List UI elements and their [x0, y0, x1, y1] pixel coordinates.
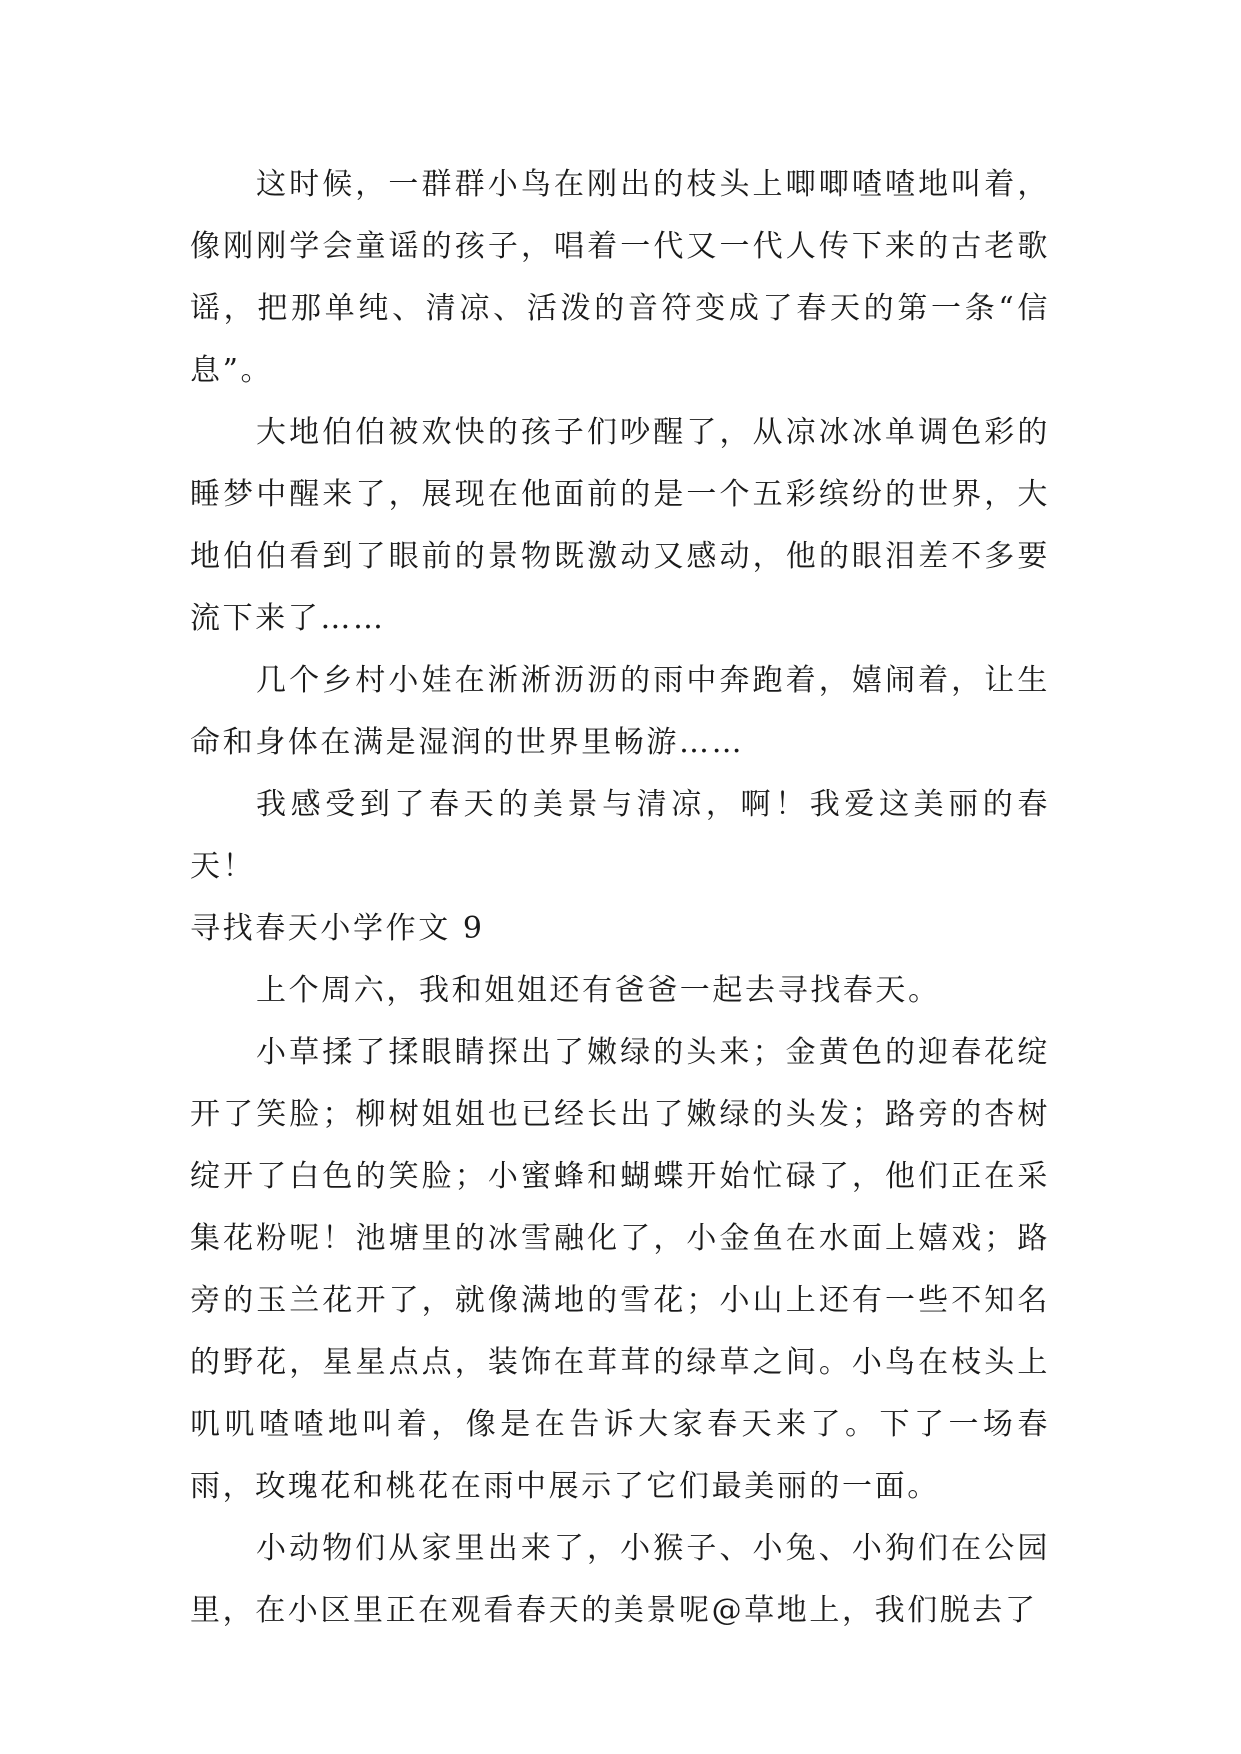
paragraph-earth-uncle: 大地伯伯被欢快的孩子们吵醒了，从凉冰冰单调色彩的睡梦中醒来了，展现在他面前的是一个五彩缤纷的世界，大地伯伯看到了眼前的景物既激动又感动，他的眼泪差不多要流下来了…… — [190, 415, 1050, 636]
essay-heading: 寻找春天小学作文 9 — [190, 911, 485, 946]
paragraph-village-kids: 几个乡村小娃在淅淅沥沥的雨中奔跑着，嬉闹着，让生命和身体在满是湿润的世界里畅游…… — [190, 663, 1050, 760]
paragraph-animals: 小动物们从家里出来了，小猴子、小兔、小狗们在公园里，在小区里正在观看春天的美景呢@草地上，我们脱去了 — [190, 1531, 1050, 1628]
paragraph-flowers: 小草揉了揉眼睛探出了嫩绿的头来；金黄色的迎春花绽开了笑脸；柳树姐姐也已经长出了嫩绿的头发；路旁的杏树绽开了白色的笑脸；小蜜蜂和蝴蝶开始忙碌了，他们正在采集花粉呢！池塘里的冰雪融化了，小金鱼在水面上嬉戏；路旁的玉兰花开了，就像满地的雪花；小山上还有一些不知名的野花，星星点点，装饰在茸茸的绿草之间。小鸟在枝头上叽叽喳喳地叫着，像是在告诉大家春天来了。下了一场春雨，玫瑰花和桃花在雨中展示了它们最美丽的一面。 — [190, 1035, 1050, 1504]
document-page — [190, 154, 1050, 1642]
paragraph-saturday: 上个周六，我和姐姐还有爸爸一起去寻找春天。 — [256, 973, 941, 1008]
paragraph-birds: 这时候，一群群小鸟在刚出的枝头上唧唧喳喳地叫着，像刚刚学会童谣的孩子，唱着一代又一代人传下来的古老歌谣，把那单纯、清凉、活泼的音符变成了春天的第一条“信息”。 — [190, 167, 1050, 388]
paragraph-love-spring: 我感受到了春天的美景与清凉，啊！我爱这美丽的春天！ — [190, 787, 1050, 884]
